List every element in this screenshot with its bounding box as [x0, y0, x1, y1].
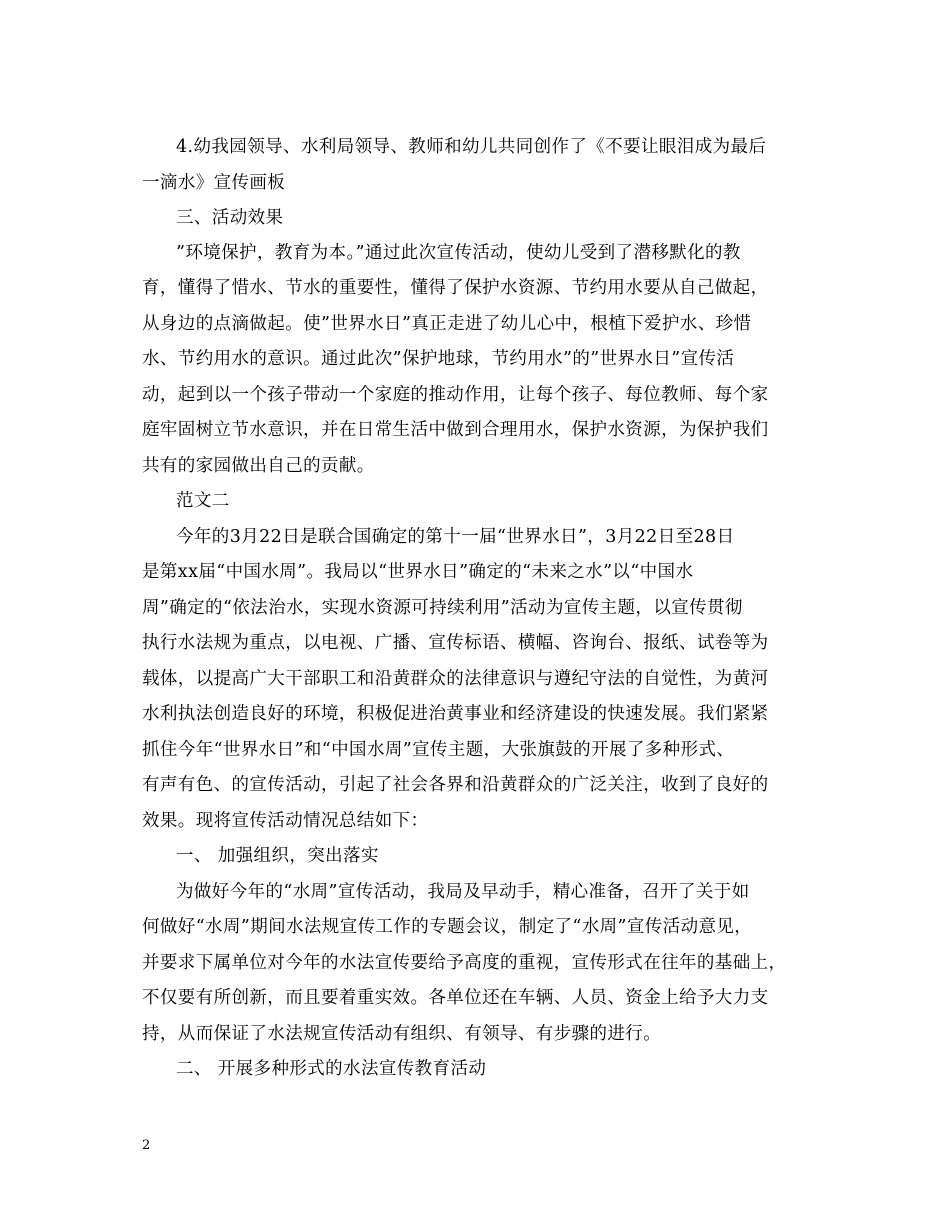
- text-line: 水、节约用水的意识。通过此次”保护地球，节约用水”的”世界水日”宣传活: [142, 349, 735, 369]
- section-heading: 范文二: [176, 491, 230, 511]
- text-line: 效果。现将宣传活动情况总结如下：: [142, 811, 429, 831]
- text-line: 载体，以提高广大干部职工和沿黄群众的法律意识与遵纪守法的自觉性，为黄河: [142, 669, 769, 689]
- text-line: 是第xx届“中国水周”。我局以“世界水日”确定的“未来之水”以“中国水: [142, 562, 694, 582]
- section-heading: 二、 开展多种形式的水法宣传教育活动: [176, 1059, 487, 1079]
- page-number: 2: [142, 1138, 151, 1153]
- text-line: 共有的家园做出自己的贡献。: [142, 456, 375, 476]
- text-line: ”环境保护，教育为本。”通过此次宣传活动，使幼儿受到了潜移默化的教: [176, 243, 741, 263]
- text-line: 庭牢固树立节水意识，并在日常生活中做到合理用水，保护水资源，为保护我们: [142, 420, 769, 440]
- text-line: 执行水法规为重点，以电视、广播、宣传标语、横幅、咨询台、报纸、试卷等为: [142, 633, 769, 653]
- text-line: 并要求下属单位对今年的水法宣传要给予高度的重视，宣传形式在往年的基础上，: [142, 953, 787, 973]
- text-line: 水利执法创造良好的环境，积极促进治黄事业和经济建设的快速发展。我们紧紧: [142, 704, 769, 724]
- text-line: 今年的3月22日是联合国确定的第十一届“世界水日”，3月22日至28日: [176, 527, 735, 547]
- text-line: 不仅要有所创新，而且要着重实效。各单位还在车辆、人员、资金上给予大力支: [142, 988, 769, 1008]
- section-heading: 一、 加强组织，突出落实: [176, 846, 379, 866]
- text-line: 从身边的点滴做起。使”世界水日”真正走进了幼儿心中，根植下爱护水、珍惜: [142, 314, 752, 334]
- text-line: 有声有色、的宣传活动，引起了社会各界和沿黄群众的广泛关注，收到了良好的: [142, 775, 769, 795]
- text-line: 一滴水》宣传画板: [142, 173, 286, 193]
- text-line: 动，起到以一个孩子带动一个家庭的推动作用，让每个孩子、每位教师、每个家: [142, 385, 769, 405]
- section-heading: 三、活动效果: [176, 208, 284, 228]
- text-line: 周”确定的“依法治水，实现水资源可持续利用”活动为宣传主题，以宣传贯彻: [142, 598, 743, 618]
- text-line: 持，从而保证了水法规宣传活动有组织、有领导、有步骤的进行。: [142, 1024, 662, 1044]
- text-line: 4.幼我园领导、水利局领导、教师和幼儿共同创作了《不要让眼泪成为最后: [176, 137, 767, 157]
- text-line: 何做好“水周”期间水法规宣传工作的专题会议，制定了“水周”宣传活动意见，: [142, 917, 753, 937]
- text-line: 育，懂得了惜水、节水的重要性，懂得了保护水资源、节约用水要从自己做起，: [142, 278, 769, 298]
- text-line: 抓住今年“世界水日”和“中国水周”宣传主题，大张旗鼓的开展了多种形式、: [142, 740, 735, 760]
- text-line: 为做好今年的“水周”宣传活动，我局及早动手，精心准备，召开了关于如: [176, 882, 750, 902]
